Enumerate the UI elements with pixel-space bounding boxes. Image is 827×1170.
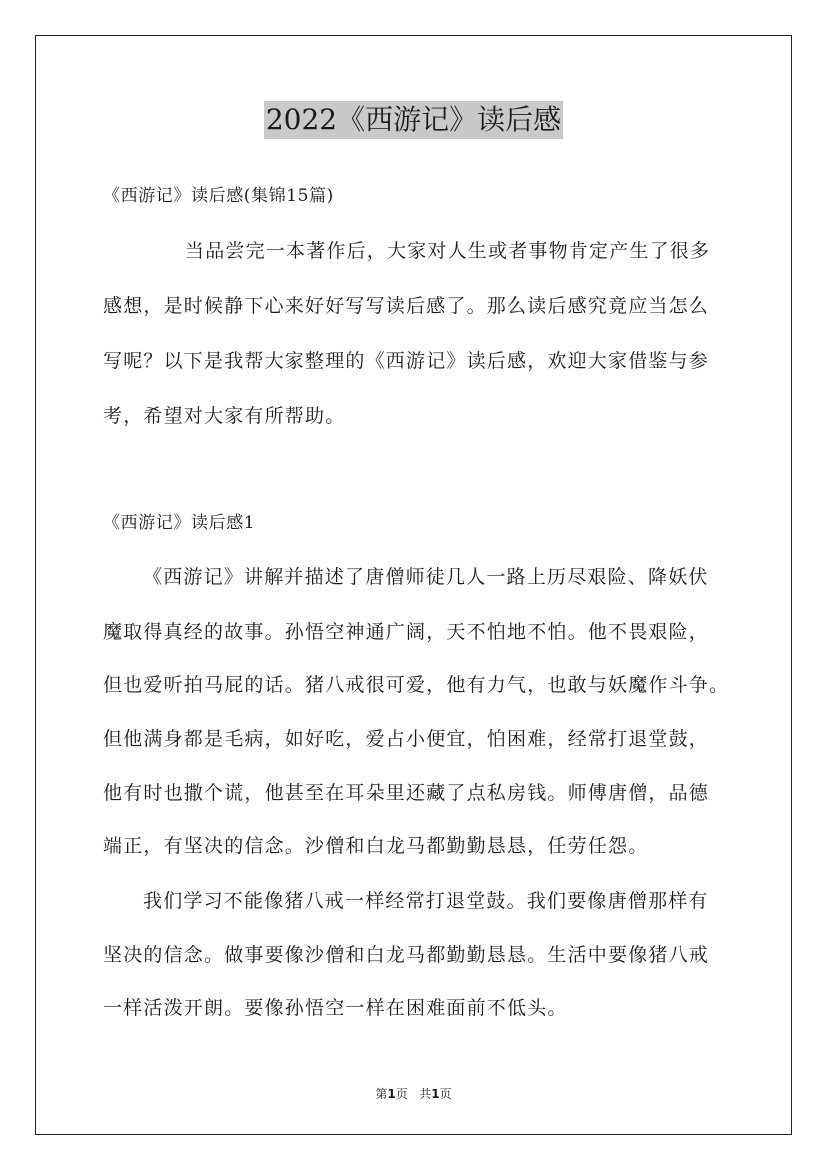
paragraph2-line: 我们学习不能像猪八戒一样经常打退堂鼓。我们要像唐僧那样有 — [143, 890, 709, 912]
intro-line: 当品尝完一本著作后，大家对人生或者事物肯定产生了很多 — [185, 240, 711, 262]
page-footer — [0, 1085, 827, 1102]
paragraph1-line: 但他满身都是毛病，如好吃，爱占小便宜，怕困难，经常打退堂鼓， — [103, 728, 710, 750]
footer-total-suffix: 页 — [439, 1087, 452, 1101]
footer-total-number: 1 — [431, 1087, 440, 1101]
footer-page-suffix: 页 — [395, 1087, 408, 1101]
paragraph1-line: 但也爱听拍马屁的话。猪八戒很可爱，他有力气，也敢与妖魔作斗争。 — [103, 674, 730, 696]
document-subtitle: 《西游记》读后感(集锦15篇) — [103, 186, 334, 206]
intro-line: 写呢？以下是我帮大家整理的《西游记》读后感，欢迎大家借鉴与参 — [103, 350, 710, 372]
section-heading: 《西游记》读后感1 — [103, 513, 256, 533]
paragraph1-line: 魔取得真经的故事。孙悟空神通广阔，天不怕地不怕。他不畏艰险， — [103, 621, 710, 643]
footer-page-number: 1 — [387, 1087, 396, 1101]
paragraph2-line: 一样活泼开朗。要像孙悟空一样在困难面前不低头。 — [103, 997, 568, 1019]
paragraph1-line: 《西游记》讲解并描述了唐僧师徒几人一路上历尽艰险、降妖伏 — [143, 566, 709, 588]
footer-page-prefix: 第 — [375, 1087, 388, 1101]
paragraph2-line: 坚决的信念。做事要像沙僧和白龙马都勤勤恳恳。生活中要像猪八戒 — [103, 944, 710, 966]
intro-line: 考，希望对大家有所帮助。 — [103, 405, 346, 427]
document-title: 2022《西游记》读后感 — [264, 101, 563, 139]
footer-total-prefix: 共 — [419, 1087, 432, 1101]
paragraph1-line: 他有时也撒个谎，他甚至在耳朵里还藏了点私房钱。师傅唐僧，品德 — [103, 782, 710, 804]
title-container — [0, 101, 827, 139]
paragraph1-line: 端正，有坚决的信念。沙僧和白龙马都勤勤恳恳，任劳任怨。 — [103, 835, 649, 857]
intro-line: 感想，是时候静下心来好好写写读后感了。那么读后感究竟应当怎么 — [103, 295, 710, 317]
